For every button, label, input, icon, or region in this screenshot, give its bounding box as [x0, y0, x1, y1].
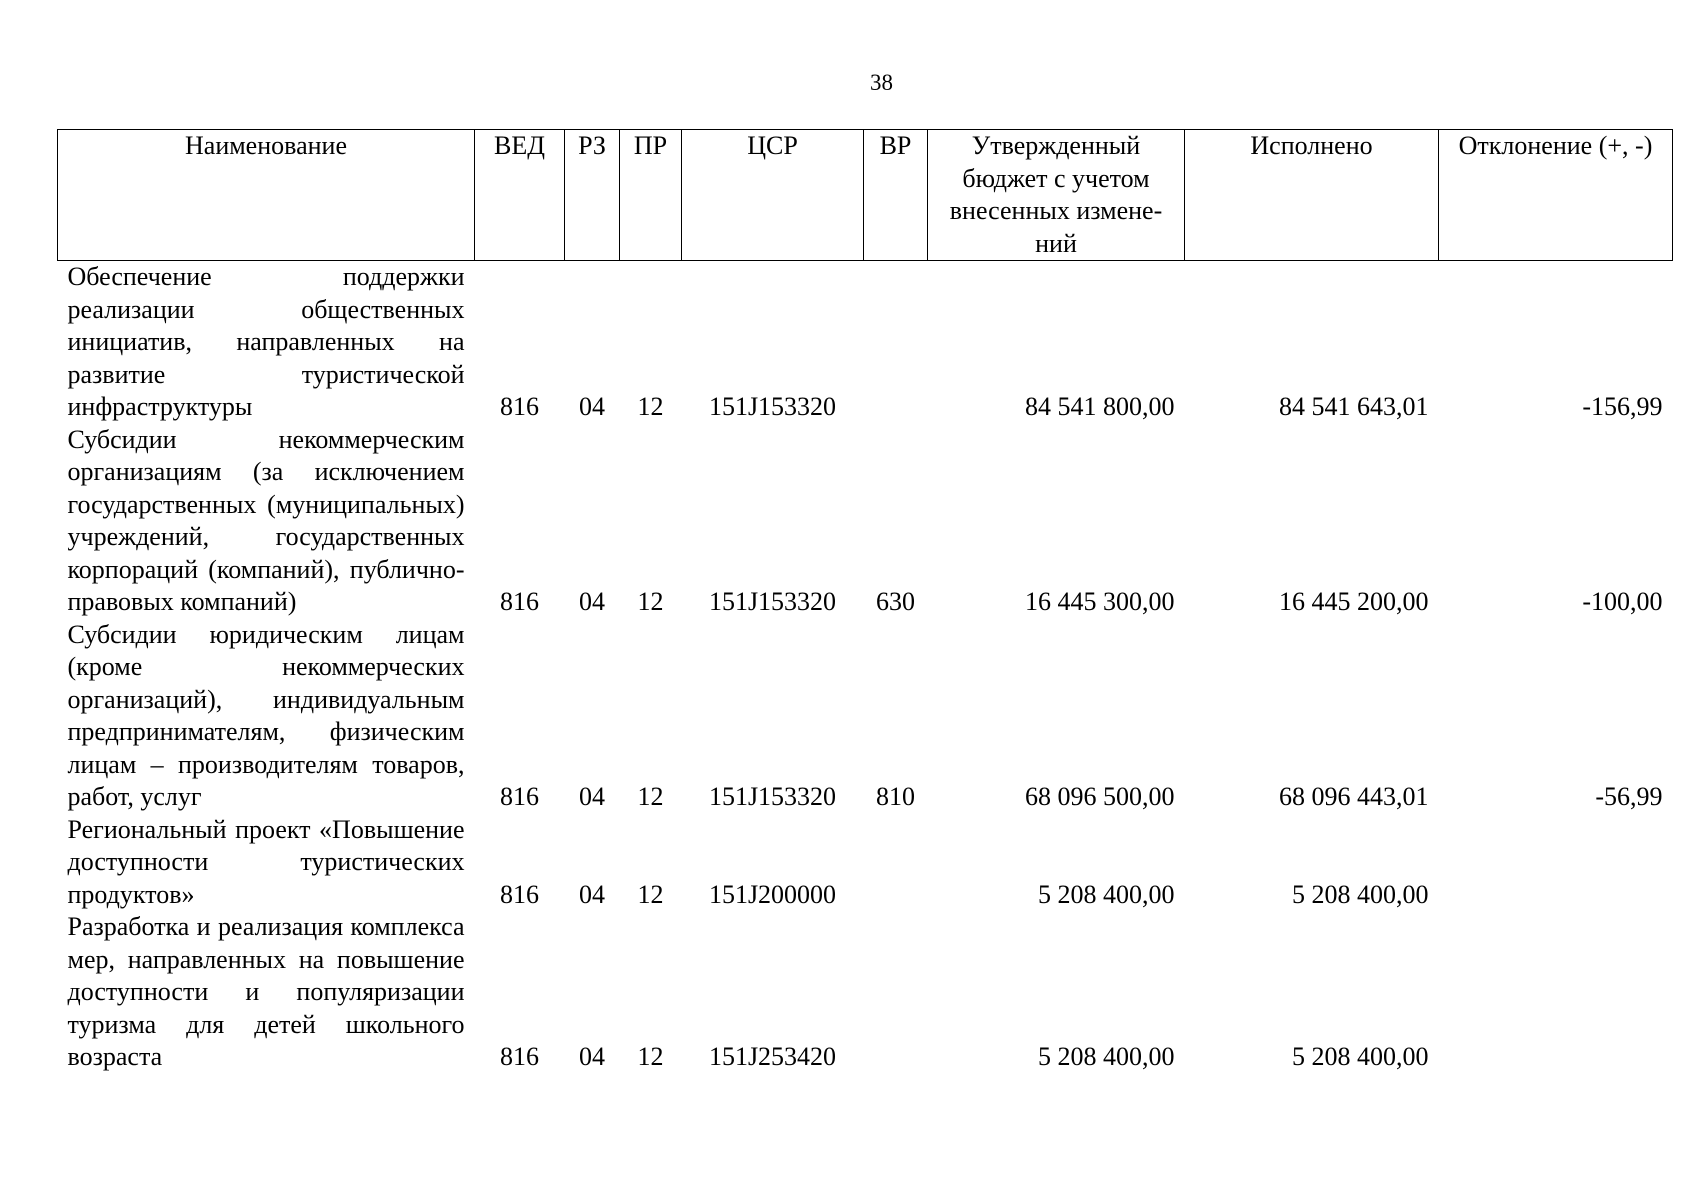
row-rz: 04	[579, 1042, 605, 1071]
table-body	[58, 261, 1673, 1074]
page-number: 38	[870, 70, 893, 95]
row-rz: 04	[579, 587, 605, 616]
row-ved: 816	[500, 392, 539, 421]
table-row	[58, 261, 1673, 424]
header-row	[58, 130, 1673, 261]
row-rz: 04	[579, 392, 605, 421]
row-csr: 151J200000	[708, 879, 837, 909]
row-pr: 12	[637, 392, 664, 421]
row-executed: 5 208 400,00	[1292, 879, 1429, 909]
row-approved: 5 208 400,00	[1038, 1042, 1175, 1071]
row-ved: 816	[500, 879, 539, 909]
header-vr: ВР	[864, 130, 928, 261]
row-rz: 04	[579, 782, 605, 811]
row-approved: 68 096 500,00	[1025, 782, 1175, 811]
row-executed: 84 541 643,01	[1279, 392, 1429, 421]
row-ved: 816	[500, 782, 539, 811]
row-csr: 151J153320	[708, 587, 837, 616]
row-deviation: -156,99	[1582, 392, 1663, 421]
row-approved: 84 541 800,00	[1025, 392, 1175, 421]
header-approved-budget: Утвержденный бюджет с учетом внесенных измене-ний	[928, 130, 1185, 261]
table-header	[58, 130, 1673, 261]
row-name: Обеспечение поддержки реализации общественных инициатив, направленных на развитие туристической инфраструктуры	[67, 262, 465, 421]
table-row	[58, 911, 1673, 1074]
budget-table	[57, 129, 1673, 1074]
row-name: Региональный проект «Повышение доступности туристических продуктов»	[67, 814, 465, 909]
header-deviation: Отклонение (+, -)	[1439, 130, 1673, 261]
row-vr	[864, 911, 928, 1074]
row-csr: 151J253420	[708, 1042, 837, 1071]
row-csr: 151J153320	[708, 392, 837, 421]
row-vr	[864, 261, 928, 424]
row-vr: 630	[876, 587, 915, 616]
row-executed: 68 096 443,01	[1279, 782, 1429, 811]
header-csr: ЦСР	[682, 130, 864, 261]
row-pr: 12	[637, 587, 664, 616]
row-rz: 04	[579, 879, 605, 909]
row-name: Субсидии юридическим лицам (кроме некоммерческих организаций), индивидуальным предпринимателям, физическим лицам – производителям товаров, работ, услуг	[67, 619, 465, 811]
row-csr: 151J153320	[708, 782, 837, 811]
row-deviation	[1439, 814, 1673, 912]
row-ved: 816	[500, 1042, 539, 1071]
header-rz: РЗ	[565, 130, 620, 261]
row-name: Разработка и реализация комплекса мер, направленных на повышение доступности и популяризации туризма для детей школьного возраста	[67, 912, 465, 1071]
row-name: Субсидии некоммерческим организациям (за исключением государственных (муниципальных) учреждений, государственных корпораций (компаний), публично-правовых компаний)	[67, 424, 465, 616]
row-deviation	[1439, 911, 1673, 1074]
header-name: Наименование	[58, 130, 475, 261]
row-vr	[864, 814, 928, 912]
header-ved: ВЕД	[475, 130, 565, 261]
row-pr: 12	[637, 1042, 664, 1071]
row-executed: 16 445 200,00	[1279, 587, 1429, 616]
row-deviation: -56,99	[1595, 782, 1663, 811]
row-approved: 5 208 400,00	[1038, 879, 1175, 909]
row-deviation: -100,00	[1582, 587, 1663, 616]
row-pr: 12	[637, 879, 664, 909]
row-approved: 16 445 300,00	[1025, 587, 1175, 616]
header-executed: Исполнено	[1185, 130, 1439, 261]
table-row	[58, 424, 1673, 619]
table-row	[58, 814, 1673, 912]
row-ved: 816	[500, 587, 539, 616]
table-row	[58, 619, 1673, 814]
row-executed: 5 208 400,00	[1292, 1042, 1429, 1071]
row-vr: 810	[876, 782, 915, 811]
row-pr: 12	[637, 782, 664, 811]
header-pr: ПР	[620, 130, 682, 261]
